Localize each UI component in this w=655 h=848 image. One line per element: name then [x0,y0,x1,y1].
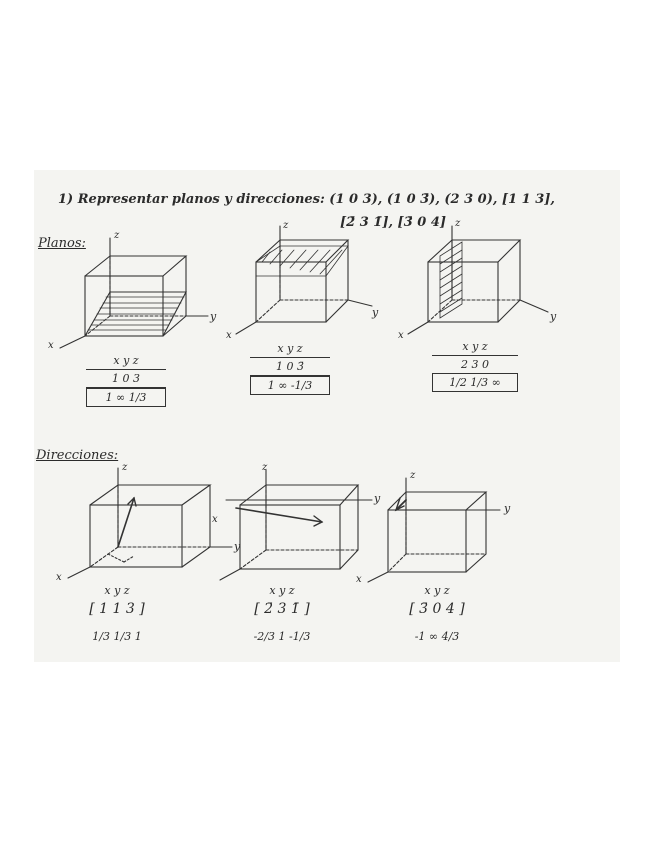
plane-table-3 [432,338,518,392]
plane-cube-2 [236,226,372,334]
plane-table-2 [250,340,330,395]
axis-z-label: z [455,218,461,229]
direction-axes: x y z [104,584,130,597]
axis-x-label: x [226,330,232,341]
axis-z-label: z [114,230,120,241]
direction-indices: [ 1 1 3 ] [89,601,145,617]
axis-x-label: x [356,574,362,585]
direction-note-3 [382,582,492,646]
plane-table-header: x y z [432,338,518,356]
axis-y-label: y [374,492,381,505]
plane-cube-1 [60,238,208,348]
direction-indices: [ 3̄ 0 4 ] [409,601,465,617]
axis-z-label: z [262,462,268,473]
axis-z-label: z [410,470,416,481]
plane-table-intercepts: 1 ∞ 1/3 [86,388,166,407]
axis-x-label: x [56,572,62,583]
direction-values: 1/3 1/3 1 [92,630,142,643]
axis-y-label: y [372,306,379,319]
exercise-title-line1: 1) Representar planos y direcciones: (1 0 3), (1 0 3̄), (2 3 0), [1 1 3], [58,192,555,207]
axis-y-label: y [210,310,217,323]
exercise-title-line2: [2̄ 3 1̄], [3̄ 0 4] [340,215,447,230]
plane-table-header: x y z [86,352,166,370]
plane-table-intercepts: 1 ∞ -1/3 [250,376,330,395]
plane-table-indices: 1 0 3 [86,370,166,388]
direction-values: -1 ∞ 4/3 [414,630,460,643]
axis-z-label: z [122,462,128,473]
direction-axes: x y z [424,584,450,597]
axis-x-label: x [48,340,54,351]
plane-table-intercepts: 1/2 1/3 ∞ [432,373,518,392]
direction-cube-3 [368,478,500,582]
direction-indices: [ 2̄ 3 1̄ ] [254,601,310,617]
direction-note-2 [232,582,332,646]
direction-values: -2/3 1 -1/3 [253,630,311,643]
axis-y-label: y [550,310,557,323]
plane-table-indices: 1 0 3̄ [250,358,330,376]
direction-axes: x y z [269,584,295,597]
plane-table-indices: 2 3 0 [461,358,489,371]
plane-cube-3 [408,226,548,334]
planes-heading: Planos: [38,236,86,251]
direction-cube-1 [68,468,232,578]
axis-y-label: y [504,502,511,515]
plane-table-1 [86,352,166,407]
plane-table-header: x y z [250,340,330,358]
axis-x-label: x [212,514,218,525]
direction-cube-2 [220,470,372,580]
axis-y-label: y [234,540,241,553]
axis-x-label: x [398,330,404,341]
direction-note-1 [72,582,162,646]
directions-heading: Direcciones: [36,448,119,463]
axis-z-label: z [283,220,289,231]
